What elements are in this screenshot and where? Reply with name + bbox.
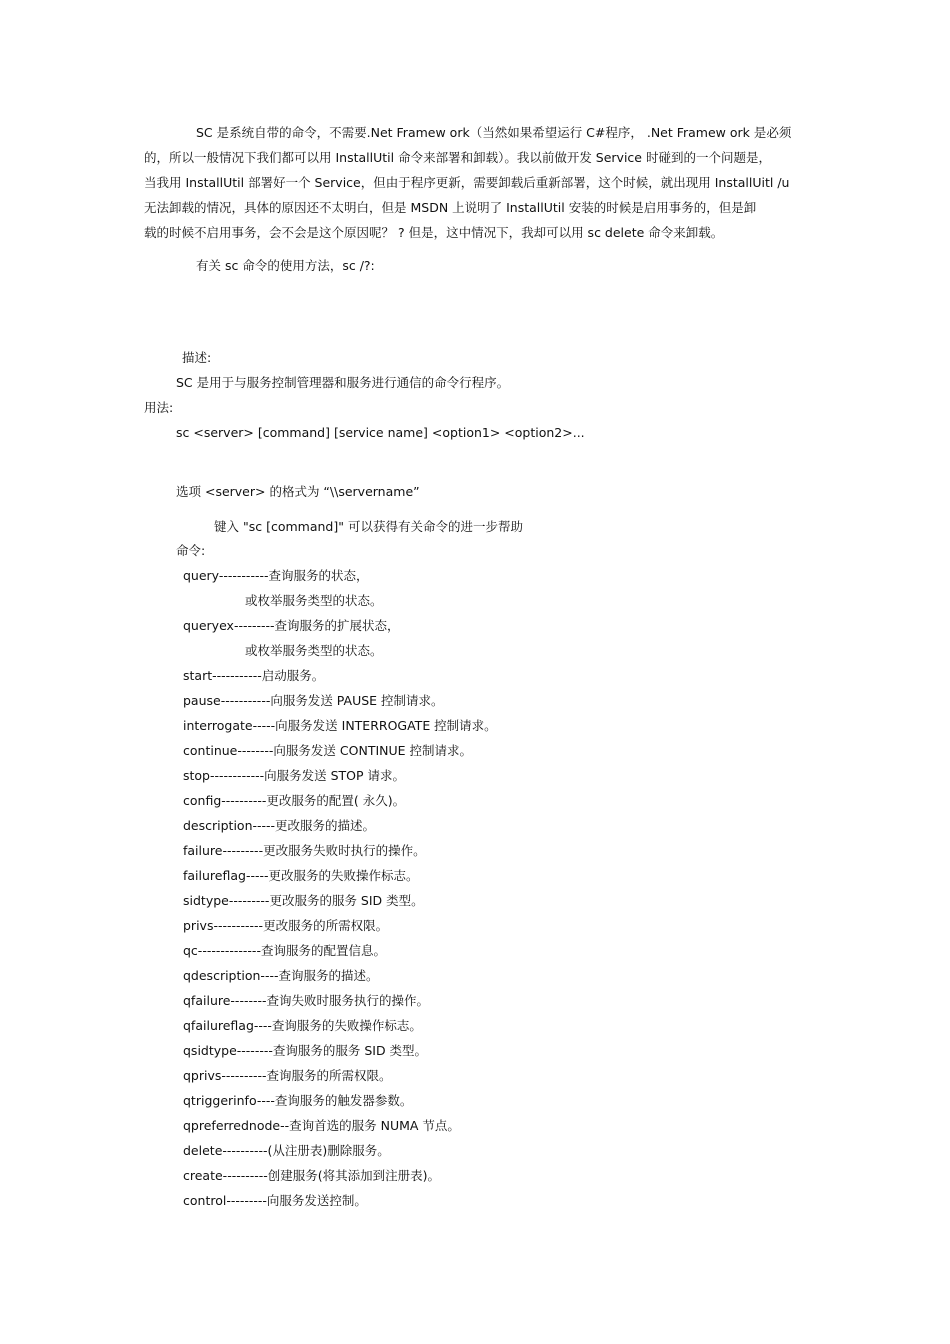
command-entry: control---------向服务发送控制。: [183, 1193, 367, 1208]
usage-syntax: sc <server> [command] [service name] <option1> <option2>...: [176, 425, 585, 440]
command-entry: failure---------更改服务失败时执行的操作。: [183, 843, 426, 858]
command-entry: description-----更改服务的描述。: [183, 818, 376, 833]
command-entry: interrogate-----向服务发送 INTERROGATE 控制请求。: [183, 718, 497, 733]
command-entry: qfailureflag----查询服务的失败操作标志。: [183, 1018, 422, 1033]
command-entry: qfailure--------查询失败时服务执行的操作。: [183, 993, 430, 1008]
command-entry: delete----------(从注册表)删除服务。: [183, 1143, 390, 1158]
command-entry: stop------------向服务发送 STOP 请求。: [183, 768, 406, 783]
intro-paragraph: [144, 120, 808, 245]
intro-line: 无法卸载的情况，具体的原因还不太明白，但是 MSDN 上说明了 InstallUtil 安装的时候是启用事务的，但是卸: [144, 200, 757, 215]
command-entry-continuation: 或枚举服务类型的状态。: [245, 593, 383, 608]
command-entry: continue--------向服务发送 CONTINUE 控制请求。: [183, 743, 473, 758]
command-entry: qc--------------查询服务的配置信息。: [183, 943, 386, 958]
command-entry: query-----------查询服务的状态，: [183, 568, 369, 583]
command-entry: privs-----------更改服务的所需权限。: [183, 918, 389, 933]
intro-line: 当我用 InstallUtil 部署好一个 Service，但由于程序更新，需要卸载后重新部署，这个时候，就出现用 InstallUitl /u: [144, 175, 790, 190]
command-entry-continuation: 或枚举服务类型的状态。: [245, 643, 383, 658]
intro-line: 的，所以一般情况下我们都可以用 InstallUtil 命令来部署和卸载）。我以前做开发 Service 时碰到的一个问题是，: [144, 150, 771, 165]
command-entry: create----------创建服务(将其添加到注册表)。: [183, 1168, 441, 1183]
intro-line: SC 是系统自带的命令，不需要.Net Framew ork（当然如果希望运行 C#程序， .Net Framew ork 是必须: [196, 125, 792, 140]
commands-list: [183, 567, 497, 1217]
commands-label: 命令:: [176, 543, 206, 558]
command-entry: qpreferrednode--查询首选的服务 NUMA 节点。: [183, 1118, 460, 1133]
description-label: 描述:: [182, 350, 212, 365]
intro-line: 载的时候不启用事务，会不会是这个原因呢？ ? 但是，这中情况下，我却可以用 sc delete 命令来卸载。: [144, 225, 724, 240]
command-entry: pause-----------向服务发送 PAUSE 控制请求。: [183, 693, 444, 708]
usage-label: 用法:: [144, 400, 174, 415]
command-entry: qtriggerinfo----查询服务的触发器参数。: [183, 1093, 413, 1108]
command-entry: failureflag-----更改服务的失败操作标志。: [183, 868, 419, 883]
command-entry: qprivs----------查询服务的所需权限。: [183, 1068, 392, 1083]
command-entry: queryex---------查询服务的扩展状态，: [183, 618, 400, 633]
description-text: SC 是用于与服务控制管理器和服务进行通信的命令行程序。: [176, 375, 510, 390]
command-help-hint: 键入 "sc [command]" 可以获得有关命令的进一步帮助: [214, 519, 523, 534]
command-entry: qsidtype--------查询服务的服务 SID 类型。: [183, 1043, 428, 1058]
command-entry: qdescription----查询服务的描述。: [183, 968, 379, 983]
command-entry: config----------更改服务的配置( 永久)。: [183, 793, 406, 808]
usage-note: 有关 sc 命令的使用方法，sc /?:: [196, 258, 375, 273]
server-option-format: 选项 <server> 的格式为 “\\servername”: [176, 484, 420, 499]
command-entry: start-----------启动服务。: [183, 668, 325, 683]
command-entry: sidtype---------更改服务的服务 SID 类型。: [183, 893, 424, 908]
